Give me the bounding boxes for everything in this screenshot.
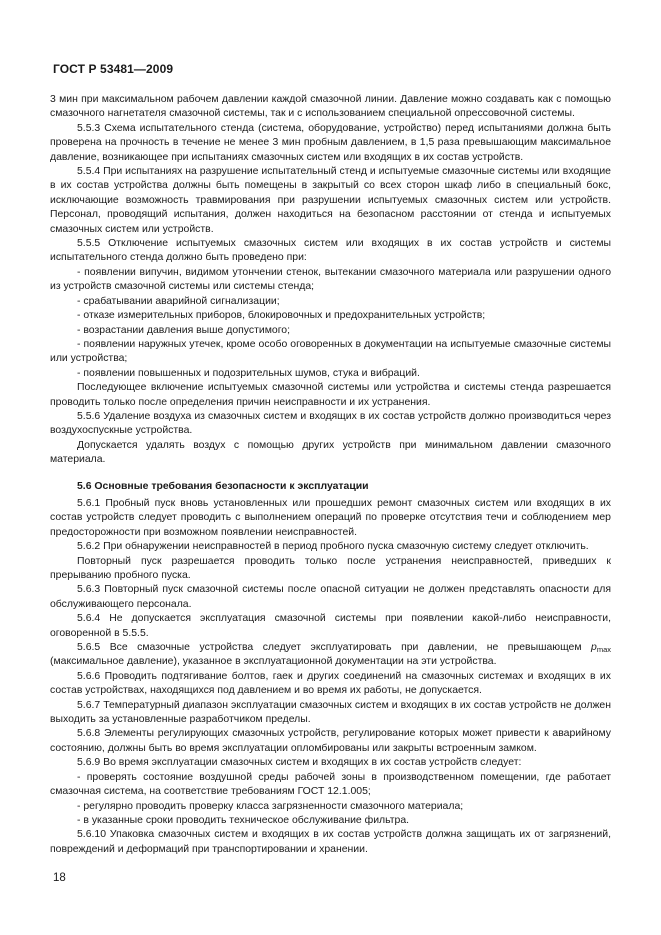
paragraph-5-5-4: 5.5.4 При испытаниях на разрушение испытательный стенд и испытуемые смазочные системы или входящие в их состав устройства должны быть помещены в закрытый со всех сторон шкаф либо в специальный бокс, исключающие возможность травмирования при разрушении испытуемых смазочных систем или устройств. Персонал, проводящий испытания, должен находиться на безопасном расстоянии от стенда и испытуемых смазочных систем или устройств. [50, 166, 611, 235]
list-item: - проверять состояние воздушной среды рабочей зоны в производственном помещении, где работает смазочная система, на соответствие требованиям ГОСТ 12.1.005; [50, 771, 611, 798]
paragraph-5-6-9: 5.6.9 Во время эксплуатации смазочных систем и входящих в их состав устройств следует: [77, 757, 522, 769]
list-item: - срабатывании аварийной сигнализации; [77, 295, 280, 307]
section-heading-5-6: 5.6 Основные требования безопасности к эксплуатации [77, 480, 369, 492]
list-item: - возрастании давления выше допустимого; [77, 324, 291, 336]
document-header: ГОСТ Р 53481—2009 [53, 62, 174, 76]
paragraph: Последующее включение испытуемых смазочной системы или устройства и системы стенда разрешается проводить только после определения причин неисправности и их устранения. [50, 382, 611, 408]
paragraph: Повторный пуск разрешается проводить только после устранения неисправностей, приведших к прерыванию пробного пуска. [50, 555, 611, 581]
page-number: 18 [53, 872, 66, 884]
list-item: - в указанные сроки проводить техническое обслуживание фильтра. [77, 814, 410, 826]
paragraph-5-5-5: 5.5.5 Отключение испытуемых смазочных систем или входящих в их состав устройств и системы испытательного стенда должно быть проведено при: [50, 238, 611, 264]
paragraph: Допускается удалять воздух с помощью других устройств при минимальном давлении смазочного материала. [50, 439, 611, 466]
paragraph-5-6-8: 5.6.8 Элементы регулирующих смазочных устройств, регулирование которых может привести к аварийному состоянию, должны быть во время эксплуатации опломбированы или закрыты встроенным замком. [50, 728, 611, 754]
paragraph-5-6-4: 5.6.4 Не допускается эксплуатация смазочной системы при появлении какой-либо неисправности, оговоренной в 5.5.5. [50, 613, 611, 639]
paragraph-5-6-3: 5.6.3 Повторный пуск смазочной системы после опасной ситуации не должен представлять опасности для обслуживающего персонала. [50, 584, 611, 610]
list-item: - появлении повышенных и подозрительных шумов, стука и вибраций. [77, 367, 420, 379]
paragraph-5-6-7: 5.6.7 Температурный диапазон эксплуатации смазочных систем и входящих в их состав устройств не должен выходить за установленные разработчиком пределы. [50, 699, 611, 726]
paragraph-5-5-6: 5.5.6 Удаление воздуха из смазочных систем и входящих в их состав устройств должно производиться через воздухоспускные устройства. [50, 410, 611, 437]
paragraph-5-6-2: 5.6.2 При обнаружении неисправностей в период пробного пуска смазочную систему следует отключить. [77, 541, 589, 553]
list-item: - регулярно проводить проверку класса загрязненности смазочного материала; [77, 800, 464, 812]
list-item: - появлении випучин, видимом утончении стенок, вытекании смазочного материала или разрушении одного из устройств смазочной системы или системы стенда; [50, 266, 611, 293]
paragraph-5-6-10: 5.6.10 Упаковка смазочных систем и входящих в их состав устройств должна защищать их от загрязнений, повреждений и деформаций при транспортировании и хранении. [50, 829, 611, 855]
list-item: - отказе измерительных приборов, блокировочных и предохранительных устройств; [77, 310, 486, 322]
paragraph-5-6-1: 5.6.1 Пробный пуск вновь установленных или прошедших ремонт смазочных систем или входящих в их состав устройств следует проводить с выполнением операций по проверке отсутствия течи и соблюдением мер предосторожности при возможном появлении неисправностей. [50, 497, 611, 538]
paragraph: 3 мин при максимальном рабочем давлении каждой смазочной линии. Давление можно создавать как с помощью смазочного нагнетателя смазочной системы, так и с использованием специальной опрессовочной системы. [50, 94, 611, 120]
pressure-subscript: max [596, 645, 611, 655]
list-item: - появлении наружных утечек, кроме особо оговоренных в документации на испытуемые смазочные системы или устройства; [50, 338, 611, 365]
document-body [50, 93, 611, 857]
pressure-symbol: p [591, 642, 597, 654]
paragraph-5-6-6: 5.6.6 Проводить подтягивание болтов, гаек и других соединений на смазочных системах и входящих в их состав устройствах, находящихся под давлением и во время их работы, не допускается. [50, 670, 611, 697]
paragraph-5-5-3: 5.5.3 Схема испытательного стенда (система, оборудование, устройство) перед испытаниями должна быть проверена на прочность в течение не менее 3 мин пробным давлением, в 1,5 раза превышающим максимальное давление, возникающее при испытаниях смазочных систем или входящих в их состав устройств. [50, 122, 611, 163]
paragraph-text: (максимальное давление), указанное в эксплуатационной документации на эти устройства. [50, 656, 497, 668]
paragraph-text: 5.6.5 Все смазочные устройства следует эксплуатировать при давлении, не превышающем [77, 642, 592, 654]
paragraph-5-6-5 [50, 641, 611, 670]
